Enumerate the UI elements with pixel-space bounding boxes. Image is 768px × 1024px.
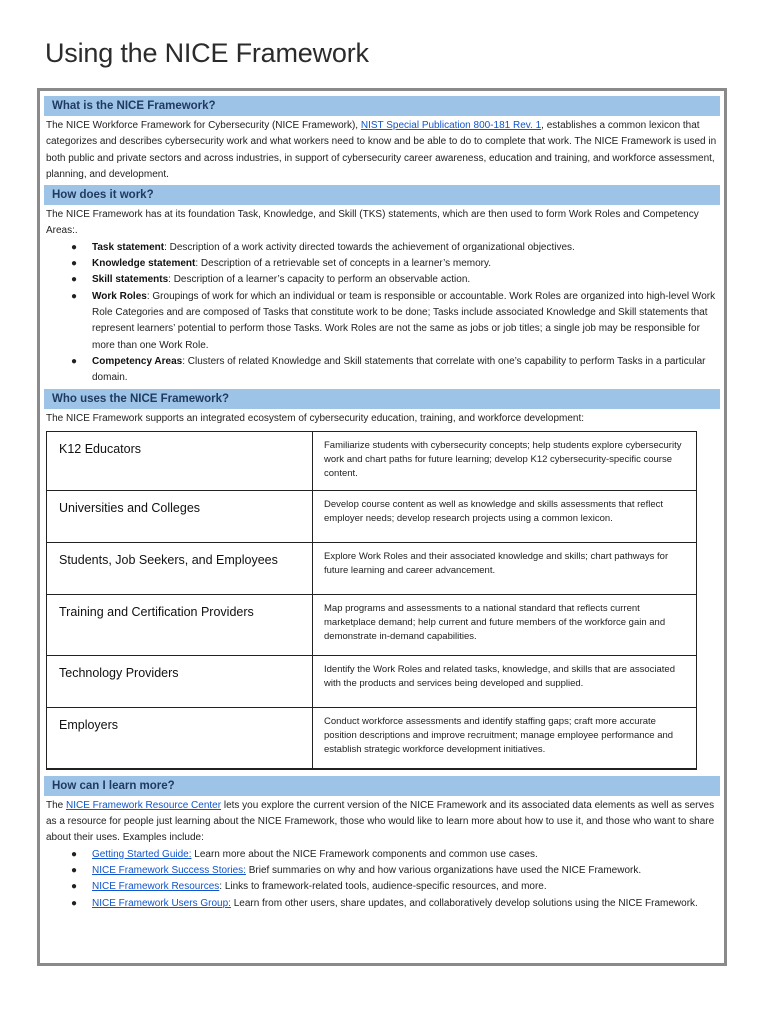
list-item <box>71 354 720 387</box>
users-table <box>46 431 697 770</box>
user-group-cell: Students, Job Seekers, and Employees <box>47 542 313 594</box>
what-text-after: , establishes a common lexicon that categorizes and describes cybersecurity work and what workers need to know and be able to do to complete that work. The NICE Framework is used in both public and private sectors and across industries, in support of cybersecurity career awareness, education and training, and workforce assessment, planning, and development. <box>46 120 717 180</box>
tks-list <box>44 240 720 387</box>
item-text: : Groupings of work for which an individual or team is responsible or accountable. Work Roles are organized into high-level Work Role Categories and are composed of Tasks that constitute work to be done; Tasks include associated Knowledge and Skill statements that represent learners’ potential to perform those Tasks. Work Roles are not the same as jobs or job titles; a single job may be responsible for more than one Work Role. <box>92 290 716 351</box>
page-title: Using the NICE Framework <box>45 38 369 68</box>
list-item <box>71 879 720 895</box>
how-intro: The NICE Framework has at its foundation Task, Knowledge, and Skill (TKS) statements, which are then used to form Work Roles and Competency Areas:. <box>46 209 699 237</box>
success-stories-link[interactable]: NICE Framework Success Stories: <box>92 864 246 876</box>
item-term: Competency Areas <box>92 355 183 367</box>
what-paragraph <box>46 118 720 183</box>
learn-text-after: lets you explore the current version of the NICE Framework and its associated data elements as well as serves as a resource for people just learning about the NICE Framework, those who would like to learn more about how to use it, and those who want to share about their uses. Examples include: <box>46 799 715 844</box>
user-group-cell: Employers <box>47 707 313 769</box>
item-term: Knowledge statement <box>92 258 196 270</box>
what-text-before: The NICE Workforce Framework for Cybersecurity (NICE Framework), <box>46 120 361 131</box>
item-term: Task statement <box>92 241 165 253</box>
list-item <box>71 289 720 354</box>
bullet-icon: ● <box>71 864 78 876</box>
table-row <box>47 490 697 542</box>
item-term: Skill statements <box>92 274 169 286</box>
who-intro: The NICE Framework supports an integrated ecosystem of cybersecurity education, training, and workforce development: <box>46 413 585 425</box>
framework-resources-link[interactable]: NICE Framework Resources <box>92 881 220 893</box>
list-item <box>71 256 720 272</box>
users-group-link[interactable]: NICE Framework Users Group: <box>92 897 231 909</box>
table-row <box>47 707 697 769</box>
list-item <box>71 847 720 863</box>
resources-list <box>44 847 720 912</box>
bullet-icon: ● <box>71 897 78 909</box>
item-text: Learn more about the NICE Framework components and common use cases. <box>191 848 538 860</box>
item-text: : Description of a learner’s capacity to perform an observable action. <box>168 274 471 286</box>
item-text: Learn from other users, share updates, and collaboratively develop solutions using the NICE Framework. <box>230 897 698 909</box>
nist-sp-800-181-link[interactable]: NIST Special Publication 800-181 Rev. 1 <box>360 120 542 131</box>
user-group-cell: Training and Certification Providers <box>47 594 313 655</box>
bullet-icon: ● <box>71 355 78 367</box>
user-group-cell: Universities and Colleges <box>47 490 313 542</box>
item-text: : Description of a work activity directed towards the achievement of organizational objectives. <box>164 241 575 253</box>
list-item <box>71 896 720 912</box>
list-item <box>71 272 720 288</box>
bullet-icon: ● <box>71 258 78 270</box>
resource-center-link[interactable]: NICE Framework Resource Center <box>66 799 222 811</box>
section-heading-what: What is the NICE Framework? <box>44 96 720 116</box>
user-description-cell: Map programs and assessments to a national standard that reflects current marketplace demand; help current and future members of the workforce gain and demonstrate in-demand capabilities. <box>313 594 697 655</box>
table-row <box>47 655 697 707</box>
bullet-icon: ● <box>71 848 78 860</box>
item-text: Brief summaries on why and how various organizations have used the NICE Framework. <box>245 864 642 876</box>
item-text: : Description of a retrievable set of concepts in a learner’s memory. <box>195 258 492 270</box>
item-term: Work Roles <box>92 290 147 302</box>
user-description-cell: Develop course content as well as knowledge and skills assessments that reflect employer needs; develop research projects using a common lexicon. <box>313 490 697 542</box>
user-group-cell: Technology Providers <box>47 655 313 707</box>
list-item <box>71 240 720 256</box>
item-text: : Links to framework-related tools, audience-specific resources, and more. <box>219 881 547 893</box>
user-group-cell: K12 Educators <box>47 431 313 490</box>
bullet-icon: ● <box>71 274 78 286</box>
document-box <box>37 88 727 966</box>
item-text: : Clusters of related Knowledge and Skill statements that correlate with one’s capability to perform Tasks in a particular domain. <box>92 355 706 384</box>
section-heading-who: Who uses the NICE Framework? <box>44 389 720 409</box>
bullet-icon: ● <box>71 241 78 253</box>
table-row <box>47 431 697 490</box>
bullet-icon: ● <box>71 881 78 893</box>
section-heading-learn: How can I learn more? <box>44 776 720 796</box>
bullet-icon: ● <box>71 290 78 302</box>
table-row <box>47 594 697 655</box>
learn-text-before: The <box>46 799 67 811</box>
user-description-cell: Explore Work Roles and their associated knowledge and skills; chart pathways for future learning and career advancement. <box>313 542 697 594</box>
user-description-cell: Identify the Work Roles and related tasks, knowledge, and skills that are associated with the products and services being developed and supplied. <box>313 655 697 707</box>
list-item <box>71 863 720 879</box>
table-row <box>47 542 697 594</box>
getting-started-guide-link[interactable]: Getting Started Guide: <box>92 848 192 860</box>
section-heading-how: How does it work? <box>44 185 720 205</box>
user-description-cell: Familiarize students with cybersecurity concepts; help students explore cybersecurity work and chart paths for future learning; develop K12 cybersecurity-specific course content. <box>313 431 697 490</box>
user-description-cell: Conduct workforce assessments and identify staffing gaps; craft more accurate position descriptions and improve recruitment; manage employee performance and establish strategic workforce development initiatives. <box>313 707 697 769</box>
learn-paragraph <box>46 798 720 847</box>
